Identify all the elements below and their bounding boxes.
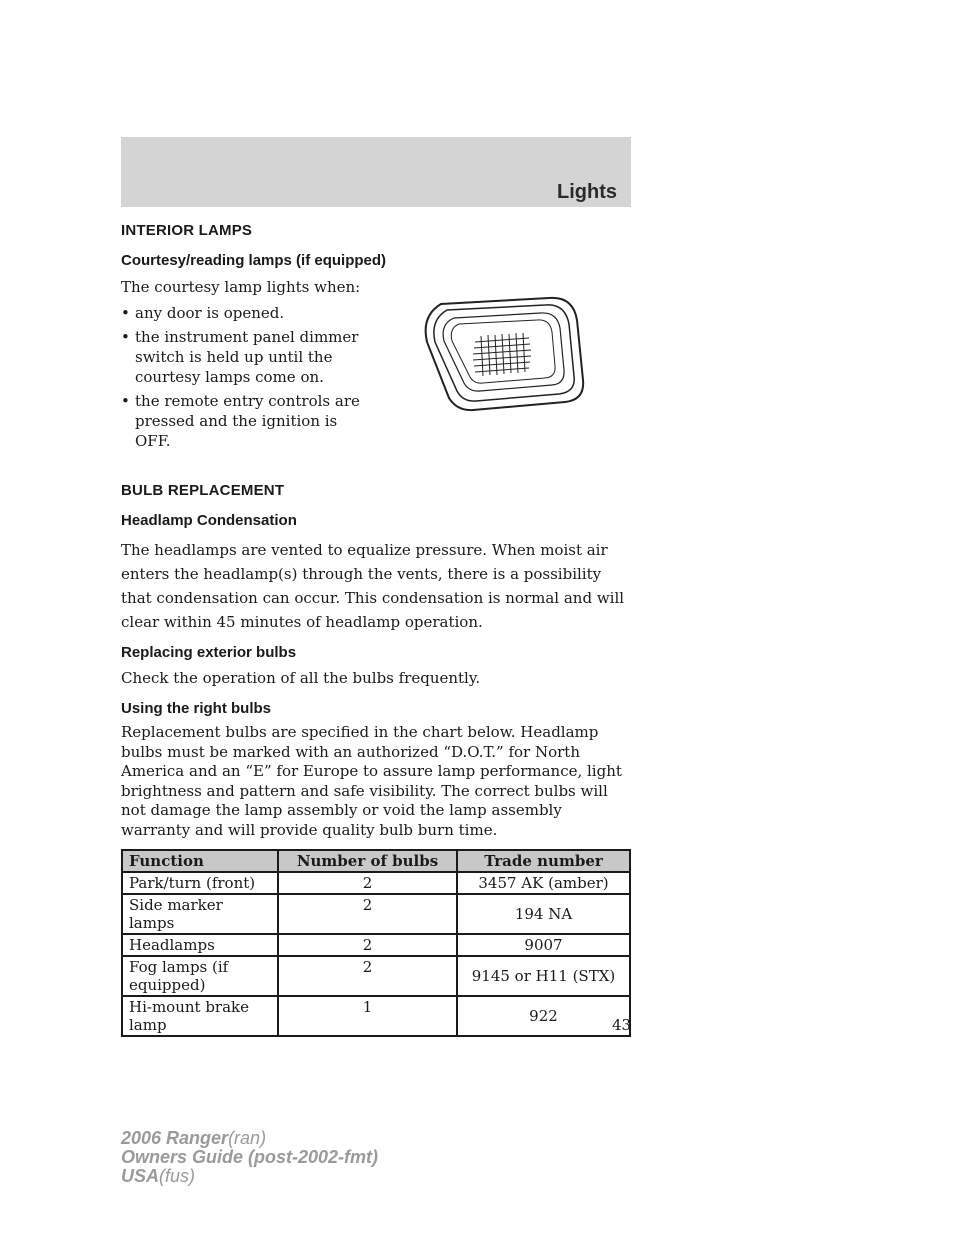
- table-cell: 2: [278, 956, 457, 996]
- page-content: [121, 222, 631, 1037]
- section-header-band: [121, 137, 631, 207]
- table-cell: 922: [457, 996, 630, 1036]
- page-number: 43: [612, 1016, 632, 1034]
- table-cell: 2: [278, 894, 457, 934]
- table-row: [122, 872, 630, 894]
- list-item: • the remote entry controls are pressed and the ignition is OFF.: [121, 392, 360, 450]
- section-title: Lights: [557, 181, 617, 203]
- table-cell: 3457 AK (amber): [457, 872, 630, 894]
- bulb-replacement-heading: BULB REPLACEMENT: [121, 482, 285, 499]
- headlamp-condensation-heading: Headlamp Condensation: [121, 512, 297, 529]
- courtesy-bullet-list: [121, 303, 371, 451]
- table-cell: Fog lamps (if equipped): [122, 956, 278, 996]
- courtesy-intro-text: The courtesy lamp lights when:: [121, 278, 361, 296]
- table-row: [122, 894, 630, 934]
- bulb-specification-table: [121, 849, 631, 1037]
- headlamp-condensation-text: The headlamps are vented to equalize pressure. When moist air enters the headlamp(s) through the vents, there is a possibility that condensation can occur. This condensation is normal and will clear within 45 minutes of headlamp operation.: [121, 541, 625, 631]
- list-item: • the instrument panel dimmer switch is held up until the courtesy lamps come on.: [121, 328, 359, 386]
- document-footer: [121, 1129, 378, 1186]
- footer-model-code: (ran): [228, 1128, 267, 1148]
- table-cell: Side marker lamps: [122, 894, 278, 934]
- replacing-exterior-bulbs-heading: Replacing exterior bulbs: [121, 644, 297, 661]
- courtesy-lamp-illustration: [421, 292, 591, 412]
- table-row: [122, 934, 630, 956]
- table-cell: 2: [278, 934, 457, 956]
- interior-lamps-heading: INTERIOR LAMPS: [121, 222, 253, 239]
- column-header-trade-number: Trade number: [457, 850, 630, 872]
- table-cell: 9145 or H11 (STX): [457, 956, 630, 996]
- table-cell: Hi-mount brake lamp: [122, 996, 278, 1036]
- footer-market-code: (fus): [159, 1166, 196, 1186]
- footer-market: USA: [121, 1166, 160, 1186]
- table-cell: Park/turn (front): [122, 872, 278, 894]
- column-header-function: Function: [122, 850, 278, 872]
- footer-model: 2006 Ranger: [121, 1128, 229, 1148]
- table-cell: 194 NA: [457, 894, 630, 934]
- table-cell: 2: [278, 872, 457, 894]
- table-cell: 1: [278, 996, 457, 1036]
- using-right-bulbs-heading: Using the right bulbs: [121, 700, 271, 717]
- footer-guide: Owners Guide (post-2002-fmt): [121, 1147, 379, 1167]
- using-right-bulbs-text: Replacement bulbs are specified in the chart below. Headlamp bulbs must be marked with an authorized “D.O.T.” for North America and an “E” for Europe to assure lamp performance, light brightness and pattern and safe visibility. The correct bulbs will not damage the lamp assembly or void the lamp assembly warranty and will provide quality bulb burn time.: [121, 723, 622, 839]
- table-cell: Headlamps: [122, 934, 278, 956]
- interior-lamps-section: [121, 222, 631, 451]
- table-row: [122, 956, 630, 996]
- table-row: [122, 996, 630, 1036]
- list-item: • any door is opened.: [121, 304, 285, 322]
- table-cell: 9007: [457, 934, 630, 956]
- replacing-exterior-bulbs-text: Check the operation of all the bulbs frequently.: [121, 669, 481, 687]
- courtesy-lamps-subheading: Courtesy/reading lamps (if equipped): [121, 252, 387, 269]
- column-header-number-of-bulbs: Number of bulbs: [278, 850, 457, 872]
- table-header-row: [122, 850, 630, 872]
